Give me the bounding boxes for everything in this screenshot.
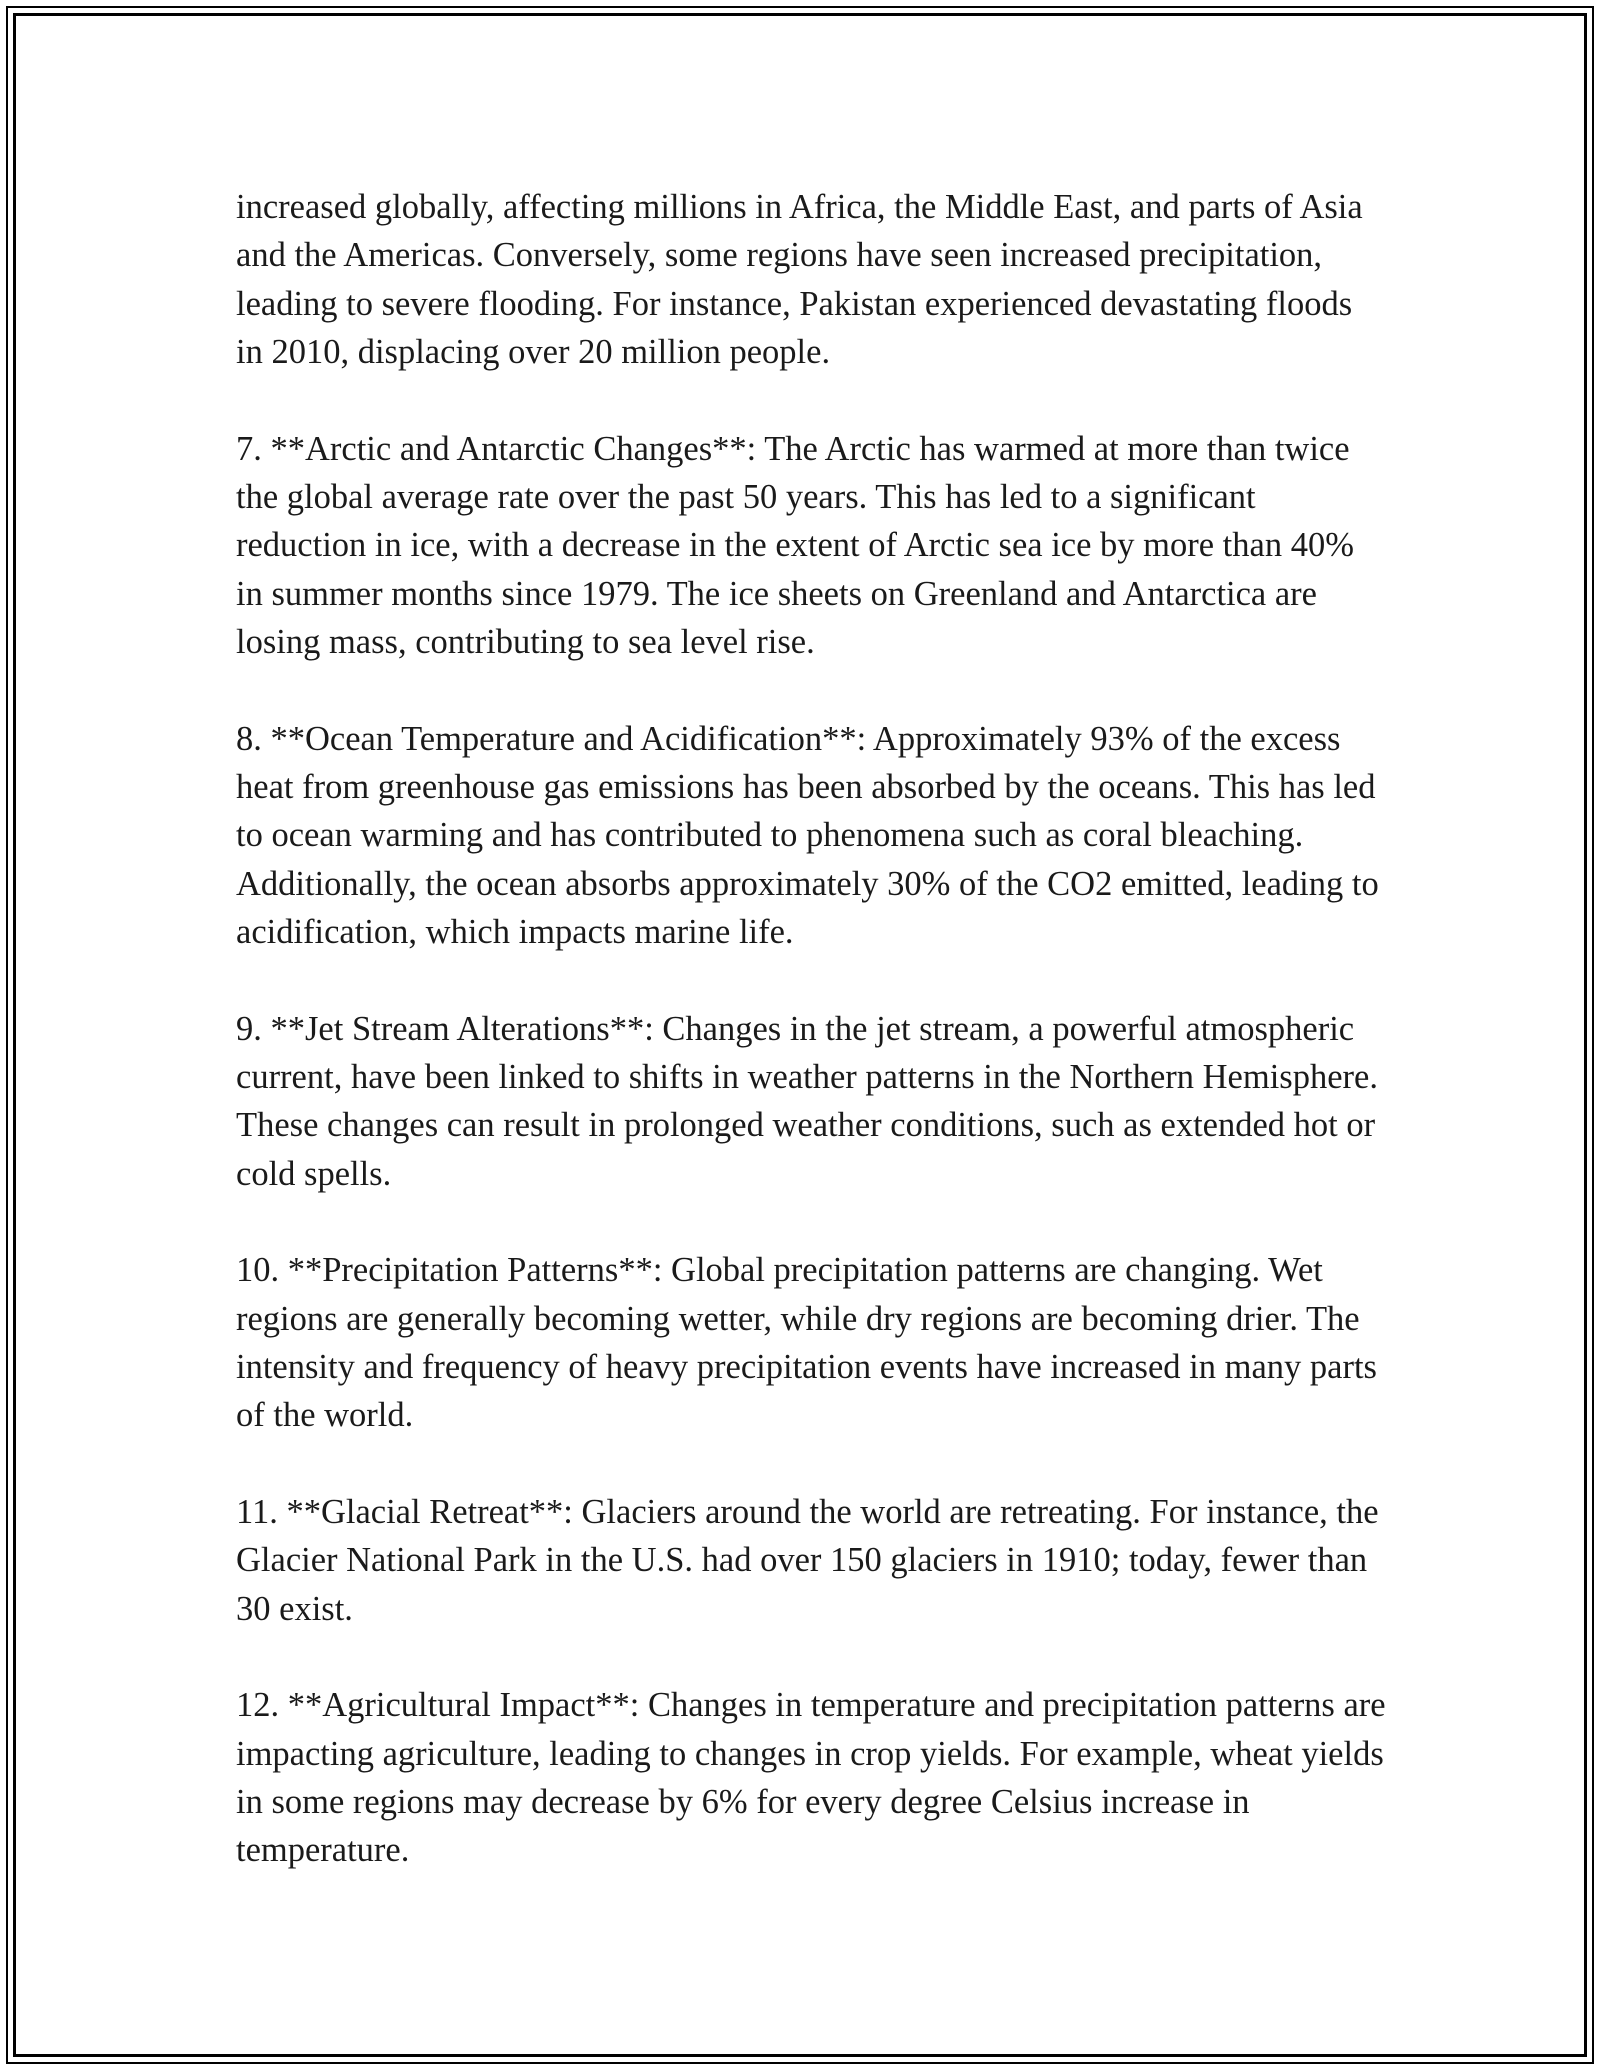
paragraph-jet-stream-alterations: 9. **Jet Stream Alterations**: Changes in the jet stream, a powerful atmospheric current, have been linked to shifts in weather patterns in the Northern Hemisphere. These changes can result in prolonged weather conditions, such as extended hot or cold spells. [236, 1009, 1378, 1193]
paragraph-arctic-antarctic-changes: 7. **Arctic and Antarctic Changes**: The Arctic has warmed at more than twice the global average rate over the past 50 years. This has led to a significant reduction in ice, with a decrease in the extent of Arctic sea ice by more than 40% in summer months since 1979. The ice sheets on Greenland and Antarctica are losing mass, contributing to sea level rise. [236, 429, 1354, 661]
paragraph-agricultural-impact: 12. **Agricultural Impact**: Changes in temperature and precipitation patterns are impacting agriculture, leading to changes in crop yields. For example, wheat yields in some regions may decrease by 6% for every degree Celsius increase in temperature. [236, 1686, 1386, 1870]
paragraph-drought-continuation: increased globally, affecting millions in Africa, the Middle East, and parts of Asia and the Americas. Conversely, some regions have seen increased precipitation, leading to severe flooding. For instance, Pakistan experienced devastating floods in 2010, displacing over 20 million people. [236, 188, 1363, 371]
paragraph-ocean-temperature-acidification: 8. **Ocean Temperature and Acidification**: Approximately 93% of the excess heat from greenhouse gas emissions has been absorbed by the oceans. This has led to ocean warming and has contributed to phenomena such as coral bleaching. Additionally, the ocean absorbs approximately 30% of the CO2 emitted, leading to acidification, which impacts marine life. [236, 719, 1379, 951]
paragraph-precipitation-patterns: 10. **Precipitation Patterns**: Global precipitation patterns are changing. Wet regions are generally becoming wetter, while dry regions are becoming drier. The intensity and frequency of heavy precipitation events have increased in many parts of the world. [236, 1251, 1377, 1435]
paragraph-glacial-retreat: 11. **Glacial Retreat**: Glaciers around the world are retreating. For instance, the Glacier National Park in the U.S. had over 150 glaciers in 1910; today, fewer than 30 exist. [236, 1493, 1379, 1628]
document-body [236, 183, 1386, 1875]
